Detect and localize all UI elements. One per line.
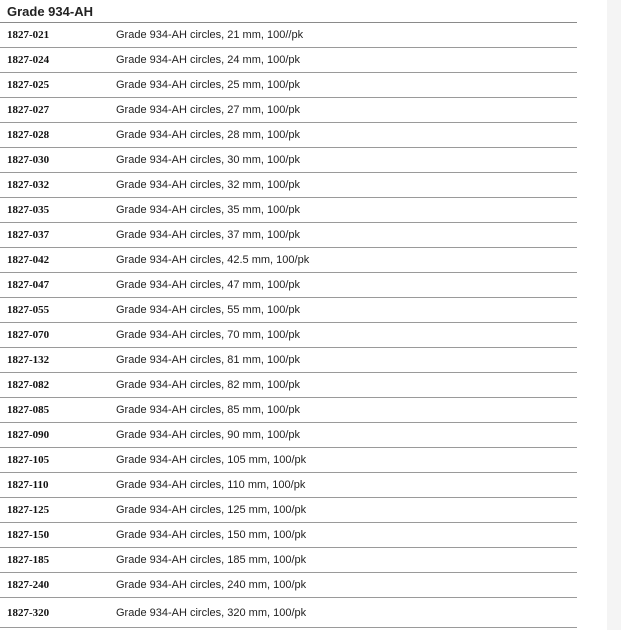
table-row (0, 473, 577, 498)
sku-cell: 1827-132 (7, 354, 50, 366)
description-cell: Grade 934-AH circles, 240 mm, 100/pk (116, 579, 307, 591)
sku-cell: 1827-030 (7, 154, 50, 166)
table-row (0, 23, 577, 48)
table-row (0, 348, 577, 373)
sku-cell: 1827-042 (7, 254, 50, 266)
table-row (0, 373, 577, 398)
description-cell: Grade 934-AH circles, 35 mm, 100/pk (116, 204, 301, 216)
sku-cell: 1827-032 (7, 179, 50, 191)
table-row (0, 123, 577, 148)
table-row (0, 423, 577, 448)
description-cell: Grade 934-AH circles, 70 mm, 100/pk (116, 329, 301, 341)
description-cell: Grade 934-AH circles, 185 mm, 100/pk (116, 554, 307, 566)
description-cell: Grade 934-AH circles, 320 mm, 100/pk (116, 607, 307, 619)
description-cell: Grade 934-AH circles, 47 mm, 100/pk (116, 279, 301, 291)
sku-cell: 1827-085 (7, 404, 50, 416)
sku-cell: 1827-047 (7, 279, 50, 291)
table-row (0, 448, 577, 473)
table-row (0, 173, 577, 198)
sku-cell: 1827-090 (7, 429, 50, 441)
table-row (0, 298, 577, 323)
sku-cell: 1827-110 (7, 479, 49, 491)
sku-cell: 1827-105 (7, 454, 50, 466)
description-cell: Grade 934-AH circles, 55 mm, 100/pk (116, 304, 301, 316)
sku-cell: 1827-021 (7, 29, 50, 41)
table-row (0, 598, 577, 628)
table-row (0, 273, 577, 298)
sku-cell: 1827-240 (7, 579, 50, 591)
description-cell: Grade 934-AH circles, 82 mm, 100/pk (116, 379, 301, 391)
description-cell: Grade 934-AH circles, 110 mm, 100/pk (116, 479, 306, 491)
sku-cell: 1827-035 (7, 204, 50, 216)
description-cell: Grade 934-AH circles, 24 mm, 100/pk (116, 54, 301, 66)
sku-cell: 1827-070 (7, 329, 50, 341)
table-row (0, 498, 577, 523)
description-cell: Grade 934-AH circles, 90 mm, 100/pk (116, 429, 301, 441)
table-row (0, 98, 577, 123)
sku-cell: 1827-082 (7, 379, 50, 391)
sku-cell: 1827-037 (7, 229, 50, 241)
description-cell: Grade 934-AH circles, 37 mm, 100/pk (116, 229, 301, 241)
description-cell: Grade 934-AH circles, 125 mm, 100/pk (116, 504, 307, 516)
description-cell: Grade 934-AH circles, 42.5 mm, 100/pk (116, 254, 310, 266)
table-row (0, 248, 577, 273)
description-cell: Grade 934-AH circles, 105 mm, 100/pk (116, 454, 307, 466)
table-row (0, 198, 577, 223)
description-cell: Grade 934-AH circles, 27 mm, 100/pk (116, 104, 301, 116)
description-cell: Grade 934-AH circles, 85 mm, 100/pk (116, 404, 301, 416)
description-cell: Grade 934-AH circles, 21 mm, 100//pk (116, 29, 304, 41)
description-cell: Grade 934-AH circles, 25 mm, 100/pk (116, 79, 301, 91)
sku-cell: 1827-024 (7, 54, 50, 66)
table-row (0, 398, 577, 423)
table-row (0, 48, 577, 73)
sku-cell: 1827-185 (7, 554, 50, 566)
table-row (0, 548, 577, 573)
sku-cell: 1827-055 (7, 304, 50, 316)
sku-cell: 1827-320 (7, 607, 50, 619)
table-row (0, 73, 577, 98)
table-row (0, 573, 577, 598)
table-title: Grade 934-AH (7, 4, 93, 19)
sku-cell: 1827-028 (7, 129, 50, 141)
sku-cell: 1827-025 (7, 79, 50, 91)
sku-cell: 1827-125 (7, 504, 50, 516)
description-cell: Grade 934-AH circles, 30 mm, 100/pk (116, 154, 301, 166)
description-cell: Grade 934-AH circles, 81 mm, 100/pk (116, 354, 301, 366)
description-cell: Grade 934-AH circles, 32 mm, 100/pk (116, 179, 301, 191)
page-side-strip (607, 0, 621, 630)
table-row (0, 323, 577, 348)
table-body (0, 23, 577, 628)
description-cell: Grade 934-AH circles, 28 mm, 100/pk (116, 129, 301, 141)
description-cell: Grade 934-AH circles, 150 mm, 100/pk (116, 529, 307, 541)
table-row (0, 223, 577, 248)
sku-cell: 1827-027 (7, 104, 50, 116)
table-row (0, 148, 577, 173)
sku-cell: 1827-150 (7, 529, 50, 541)
table-row (0, 523, 577, 548)
